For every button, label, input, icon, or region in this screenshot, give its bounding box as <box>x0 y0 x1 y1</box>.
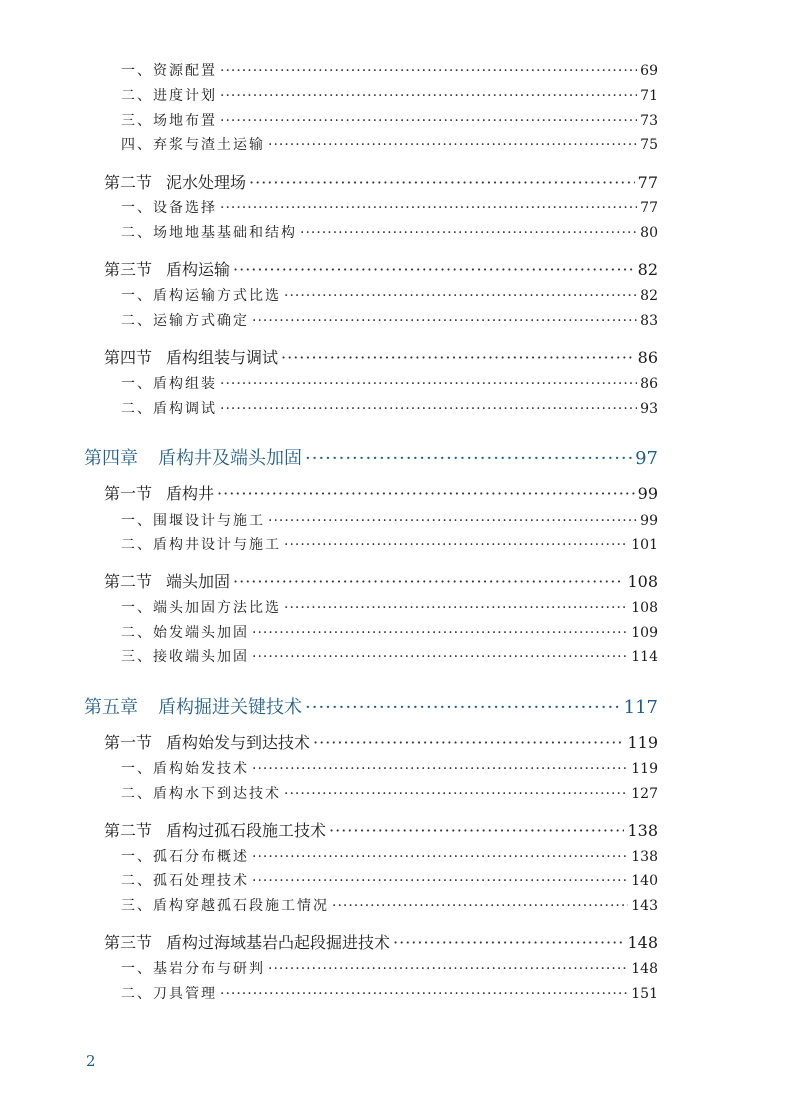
toc-entry-title <box>121 895 329 915</box>
toc-entry-label: 盾构井 <box>166 484 215 503</box>
toc-page-number: 148 <box>627 933 658 952</box>
toc-entry-title <box>121 870 249 890</box>
toc-entry-label: 二、刀具管理 <box>121 986 217 1002</box>
toc-page-number: 82 <box>637 260 658 279</box>
toc-subsection-entry[interactable] <box>121 398 658 418</box>
dot-leader <box>284 537 628 553</box>
dot-leader <box>220 376 637 392</box>
toc-entry-number: 第二节 <box>104 572 153 591</box>
toc-entry-number: 第五章 <box>84 697 138 718</box>
toc-entry-title <box>104 345 278 368</box>
toc-entry-title <box>84 693 302 719</box>
toc-page-number: 138 <box>627 821 658 840</box>
dot-leader <box>393 933 624 952</box>
toc-entry-label: 二、孤石处理技术 <box>121 873 249 889</box>
toc-entry-title <box>121 60 217 80</box>
toc-subsection-entry[interactable] <box>121 983 658 1003</box>
toc-chapter-entry[interactable] <box>84 693 658 719</box>
toc-page-number: 93 <box>640 401 658 417</box>
toc-section-entry[interactable] <box>104 170 658 193</box>
toc-entry-label: 二、盾构水下到达技术 <box>121 786 281 802</box>
toc-entry-label: 一、资源配置 <box>121 63 217 79</box>
toc-entry-label: 四、弃浆与渣土运输 <box>121 137 265 153</box>
toc-entry-label: 二、盾构井设计与施工 <box>121 537 281 553</box>
toc-page-number: 101 <box>631 537 658 553</box>
toc-section-entry[interactable] <box>104 481 658 504</box>
toc-entry-title <box>121 285 281 305</box>
toc-entry-label: 盾构掘进关键技术 <box>158 697 302 718</box>
dot-leader <box>268 961 628 977</box>
toc-section-entry[interactable] <box>104 818 658 841</box>
toc-entry-title <box>121 758 249 778</box>
toc-page-number: 82 <box>640 288 658 304</box>
toc-entry-label: 一、端头加固方法比选 <box>121 600 281 616</box>
dot-leader <box>220 88 637 104</box>
toc-entry-label: 二、运输方式确定 <box>121 313 249 329</box>
toc-entry-title <box>121 597 281 617</box>
toc-page-number: 109 <box>631 625 658 641</box>
toc-entry-title <box>121 783 281 803</box>
toc-subsection-entry[interactable] <box>121 534 658 554</box>
toc-entry-title <box>121 983 217 1003</box>
toc-entry-number: 第二节 <box>104 821 153 840</box>
dot-leader <box>305 448 632 469</box>
dot-leader <box>281 348 635 367</box>
toc-entry-title <box>121 510 265 530</box>
dot-leader <box>252 313 637 329</box>
toc-entry-label: 端头加固 <box>166 572 231 591</box>
toc-entry-label: 一、盾构运输方式比选 <box>121 288 281 304</box>
toc-subsection-entry[interactable] <box>121 285 658 305</box>
dot-leader <box>305 697 621 718</box>
toc-entry-title <box>104 930 390 953</box>
dot-leader <box>332 898 628 914</box>
toc-entry-label: 三、接收端头加固 <box>121 649 249 665</box>
page-number: 2 <box>86 1052 96 1070</box>
toc-subsection-entry[interactable] <box>121 110 658 130</box>
toc-entry-label: 二、进度计划 <box>121 88 217 104</box>
toc-page-number: 99 <box>637 484 658 503</box>
toc-entry-number: 第三节 <box>104 260 153 279</box>
toc-entry-label: 盾构过孤石段施工技术 <box>166 821 327 840</box>
toc-subsection-entry[interactable] <box>121 597 658 617</box>
toc-subsection-entry[interactable] <box>121 783 658 803</box>
toc-entry-label: 一、盾构始发技术 <box>121 761 249 777</box>
dot-leader <box>252 649 628 665</box>
toc-page-number: 143 <box>631 898 658 914</box>
dot-leader <box>284 786 628 802</box>
toc-page-number: 77 <box>637 173 658 192</box>
toc-entry-number: 第二节 <box>104 173 153 192</box>
dot-leader <box>249 173 635 192</box>
dot-leader <box>220 63 637 79</box>
toc-entry-title <box>121 85 217 105</box>
toc-page-number: 140 <box>631 873 658 889</box>
toc-section-entry[interactable] <box>104 257 658 280</box>
toc-page-number: 114 <box>631 649 658 665</box>
toc-entry-title <box>121 222 297 242</box>
toc-entry-label: 盾构井及端头加固 <box>158 448 302 469</box>
toc-entry-title <box>121 197 217 217</box>
toc-subsection-entry[interactable] <box>121 373 658 393</box>
toc-entry-label: 二、盾构调试 <box>121 401 217 417</box>
toc-page-number: 151 <box>631 986 658 1002</box>
dot-leader <box>252 625 628 641</box>
toc-entry-label: 盾构过海域基岩凸起段掘进技术 <box>166 933 391 952</box>
toc-subsection-entry[interactable] <box>121 846 658 866</box>
dot-leader <box>268 137 637 153</box>
toc-page-number: 86 <box>637 348 658 367</box>
toc-entry-title <box>104 257 230 280</box>
dot-leader <box>252 873 628 889</box>
dot-leader <box>220 113 637 129</box>
toc-page-number: 148 <box>631 961 658 977</box>
toc-page-number: 86 <box>640 376 658 392</box>
dot-leader <box>220 200 637 216</box>
toc-page-number: 83 <box>640 313 658 329</box>
toc-entry-title <box>84 444 302 470</box>
toc-page-number: 80 <box>640 225 658 241</box>
toc-page-number: 127 <box>631 786 658 802</box>
toc-subsection-entry[interactable] <box>121 958 658 978</box>
toc-entry-title <box>121 398 217 418</box>
toc-entry-title <box>121 646 249 666</box>
toc-entry-number: 第四章 <box>84 448 138 469</box>
toc-page-number: 99 <box>640 513 658 529</box>
toc-entry-label: 三、盾构穿越孤石段施工情况 <box>121 898 329 914</box>
dot-leader <box>220 401 637 417</box>
toc-section-entry[interactable] <box>104 730 658 753</box>
toc-page-number: 108 <box>627 572 658 591</box>
toc-subsection-entry[interactable] <box>121 622 658 642</box>
toc-entry-title <box>121 846 249 866</box>
toc-entry-label: 一、盾构组装 <box>121 376 217 392</box>
toc-page-number: 69 <box>640 63 658 79</box>
toc-entry-title <box>121 373 217 393</box>
toc-section-entry[interactable] <box>104 930 658 953</box>
dot-leader <box>284 288 637 304</box>
dot-leader <box>217 484 635 503</box>
dot-leader <box>268 513 637 529</box>
toc-section-entry[interactable] <box>104 569 658 592</box>
toc-entry-title <box>121 110 217 130</box>
toc-subsection-entry[interactable] <box>121 895 658 915</box>
toc-page-number: 117 <box>623 697 658 718</box>
toc-subsection-entry[interactable] <box>121 310 658 330</box>
toc-subsection-entry[interactable] <box>121 197 658 217</box>
toc-entry-label: 盾构组装与调试 <box>166 348 279 367</box>
toc-page-number: 108 <box>631 600 658 616</box>
toc-page-number: 71 <box>640 88 658 104</box>
toc-entry-title <box>121 310 249 330</box>
toc-page-number: 119 <box>631 761 658 777</box>
toc-entry-title <box>104 481 214 504</box>
toc-entry-label: 一、围堰设计与施工 <box>121 513 265 529</box>
toc-entry-title <box>121 534 281 554</box>
toc-page-number: 75 <box>640 137 658 153</box>
toc-entry-number: 第三节 <box>104 933 153 952</box>
toc-entry-label: 盾构运输 <box>166 260 231 279</box>
toc-subsection-entry[interactable] <box>121 758 658 778</box>
dot-leader <box>233 572 624 591</box>
dot-leader <box>233 260 635 279</box>
toc-entry-number: 第四节 <box>104 348 153 367</box>
toc-subsection-entry[interactable] <box>121 510 658 530</box>
toc-subsection-entry[interactable] <box>121 646 658 666</box>
dot-leader <box>252 761 628 777</box>
toc-entry-number: 第一节 <box>104 484 153 503</box>
dot-leader <box>252 849 628 865</box>
toc-entry-label: 三、场地布置 <box>121 113 217 129</box>
toc-subsection-entry[interactable] <box>121 134 658 154</box>
dot-leader <box>220 986 628 1002</box>
toc-entry-title <box>121 958 265 978</box>
toc-entry-title <box>104 730 310 753</box>
dot-leader <box>300 225 637 241</box>
toc-section-entry[interactable] <box>104 345 658 368</box>
toc-subsection-entry[interactable] <box>121 85 658 105</box>
toc-entry-title <box>121 622 249 642</box>
toc-entry-label: 二、始发端头加固 <box>121 625 249 641</box>
toc-entry-number: 第一节 <box>104 733 153 752</box>
toc-entry-title <box>121 134 265 154</box>
toc-page-number: 138 <box>631 849 658 865</box>
toc-subsection-entry[interactable] <box>121 60 658 80</box>
toc-entry-label: 二、场地地基基础和结构 <box>121 225 297 241</box>
toc-subsection-entry[interactable] <box>121 222 658 242</box>
toc-page-number: 77 <box>640 200 658 216</box>
toc-entry-label: 盾构始发与到达技术 <box>166 733 311 752</box>
toc-entry-title <box>104 569 230 592</box>
toc-chapter-entry[interactable] <box>84 444 658 470</box>
toc-entry-label: 一、设备选择 <box>121 200 217 216</box>
toc-entry-title <box>104 170 246 193</box>
toc-entry-label: 泥水处理场 <box>166 173 247 192</box>
toc-entry-label: 一、基岩分布与研判 <box>121 961 265 977</box>
toc-entry-title <box>104 818 326 841</box>
dot-leader <box>329 821 624 840</box>
toc-page-number: 97 <box>635 448 658 469</box>
toc-page-number: 119 <box>627 733 658 752</box>
dot-leader <box>284 600 628 616</box>
toc-page-number: 73 <box>640 113 658 129</box>
toc-subsection-entry[interactable] <box>121 870 658 890</box>
dot-leader <box>313 733 624 752</box>
toc-entry-label: 一、孤石分布概述 <box>121 849 249 865</box>
